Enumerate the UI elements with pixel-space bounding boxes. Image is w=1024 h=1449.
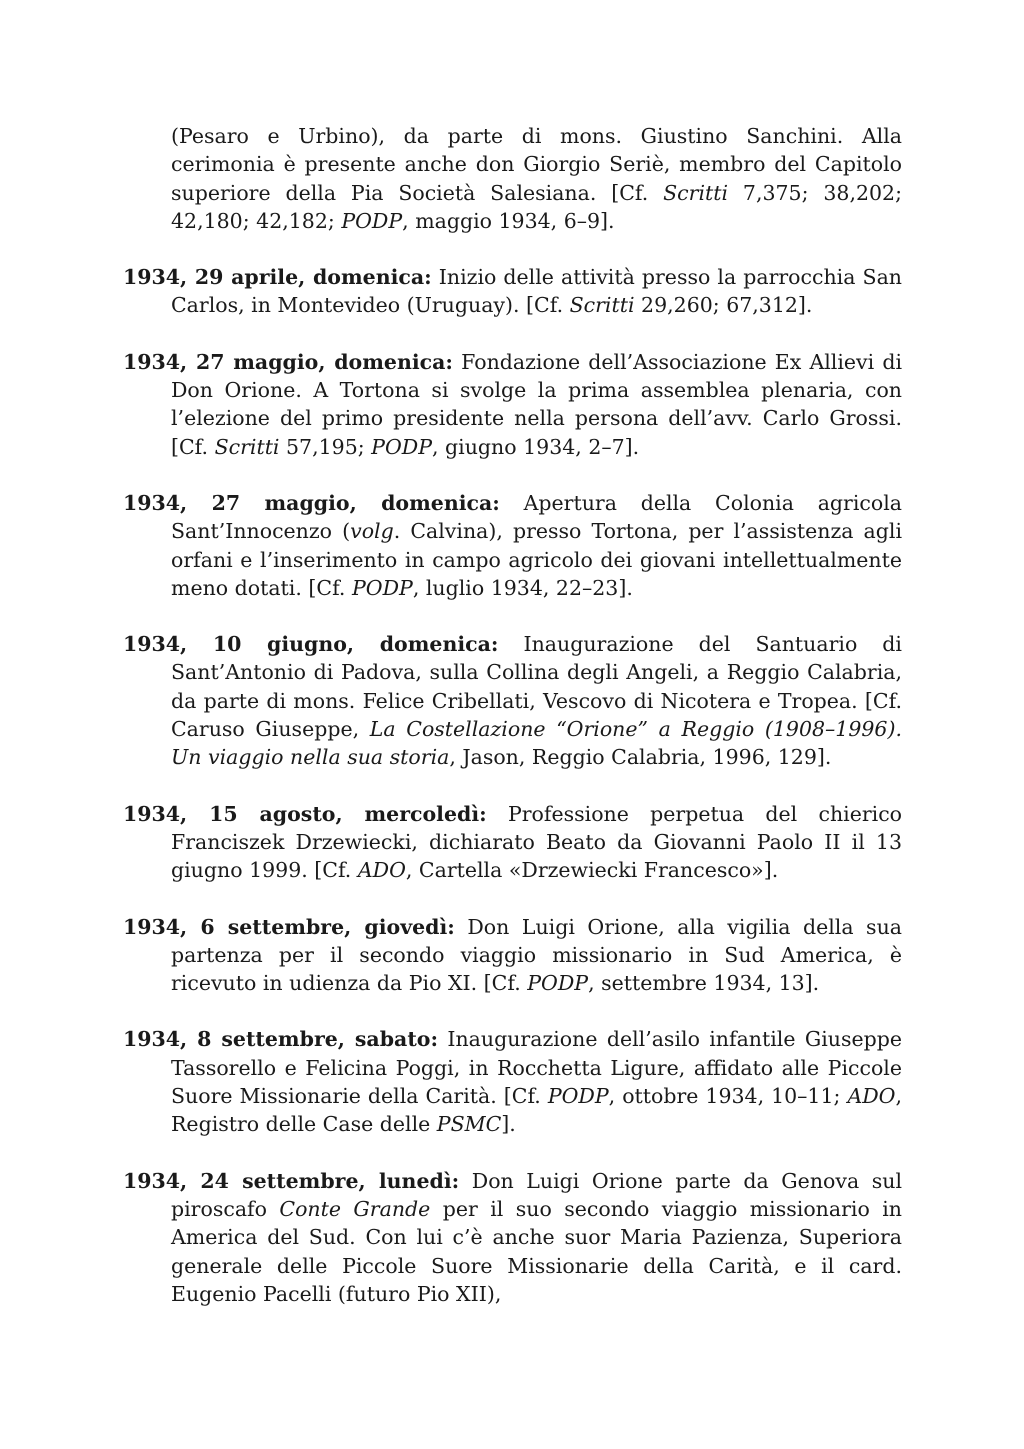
entry-text: ]. — [501, 1112, 516, 1137]
entry-text: , settembre 1934, 13]. — [588, 971, 820, 996]
entry-text: 57,195; — [279, 434, 372, 459]
chronology-entry — [123, 263, 902, 320]
entry-italic-text: ADO — [847, 1084, 896, 1109]
entry-text: Inaugurazione del Santuario di Sant’Antonio di Padova, sulla Collina degli Angeli, a Reggio Calabria, da parte di mons. Felice Cribellati, Vescovo di Nicotera e Tropea. [Cf. Caruso Giuseppe, — [171, 632, 902, 742]
entry-italic-text: PODP — [351, 575, 413, 600]
chronology-entry — [123, 1025, 902, 1138]
entry-italic-text: PSMC — [436, 1112, 502, 1137]
entry-italic-text: Scritti — [663, 180, 729, 205]
entry-text: , Jason, Reggio Calabria, 1996, 129]. — [449, 745, 832, 770]
chronology-entry-continuation — [123, 122, 902, 235]
entry-date: 1934, 27 maggio, domenica: — [123, 490, 500, 515]
chronology-entry — [123, 630, 902, 771]
entry-italic-text: Scritti — [569, 293, 635, 318]
entry-italic-text: PODP — [527, 971, 589, 996]
entry-date: 1934, 10 giugno, domenica: — [123, 632, 499, 657]
entry-italic-text: Scritti — [214, 434, 280, 459]
entry-date: 1934, 24 settembre, lunedì: — [123, 1168, 460, 1193]
entry-text: Inaugurazione dell’asilo infantile Giuseppe Tassorello e Felicina Poggi, in Rocchetta Ligure, affidato alle Piccole Suore Missionarie della Carità. [Cf. — [171, 1027, 902, 1109]
chronology-entry — [123, 489, 902, 602]
entry-date: 1934, 8 settembre, sabato: — [123, 1027, 439, 1052]
entry-text: , Registro delle Case delle — [171, 1084, 903, 1137]
entry-date: 1934, 27 maggio, domenica: — [123, 349, 453, 374]
entry-text: , Cartella «Drzewiecki Francesco»]. — [405, 858, 779, 883]
entry-text: (Pesaro e Urbino), da parte di mons. Giustino Sanchini. Alla cerimonia è presente anche don Giorgio Seriè, membro del Capitolo superiore della Pia Società Salesiana. [Cf. — [171, 124, 902, 205]
entry-date: 1934, 29 aprile, domenica: — [123, 265, 432, 290]
entry-text: , luglio 1934, 22–23]. — [412, 575, 633, 600]
entry-text: , maggio 1934, 6–9]. — [402, 208, 615, 233]
entry-italic-text: volg — [350, 519, 394, 544]
entry-text: Inizio delle attività presso la parrocchia San Carlos, in Montevideo (Uruguay). [Cf. — [171, 265, 902, 318]
chronology-entry — [123, 800, 902, 885]
entry-italic-text: PODP — [547, 1084, 609, 1109]
chronology-entry — [123, 913, 902, 998]
entry-text: per il suo secondo viaggio missionario in America del Sud. Con lui c’è anche suor Maria Pazienza, Superiora generale delle Piccole Suore Missionarie della Carità, e il card. Eugenio Pacelli (futuro Pio XII), — [171, 1196, 902, 1306]
entry-text: . Calvina), presso Tortona, per l’assistenza agli orfani e l’inserimento in campo agricolo dei giovani intellettualmente meno dotati. [Cf. — [171, 519, 903, 600]
entry-italic-text: PODP — [341, 208, 403, 233]
entry-text: Don Luigi Orione, alla vigilia della sua partenza per il secondo viaggio missionario in Sud America, è ricevuto in udienza da Pio XI. [Cf. — [171, 914, 902, 996]
entry-text: , giugno 1934, 2–7]. — [432, 434, 640, 459]
chronology-entry — [123, 348, 902, 461]
entry-italic-text: La Costellazione “Orione” a Reggio (1908–1996). Un viaggio nella sua storia — [171, 717, 902, 770]
chronology-entry — [123, 1167, 902, 1308]
entry-text: , ottobre 1934, 10–11; — [608, 1084, 848, 1109]
entry-text: 7,375; 38,202; 42,180; 42,182; — [171, 180, 902, 233]
entry-italic-text: PODP — [371, 434, 433, 459]
entry-italic-text: ADO — [357, 858, 406, 883]
entry-date: 1934, 15 agosto, mercoledì: — [123, 801, 487, 826]
document-page — [123, 122, 902, 1336]
entry-text: Don Luigi Orione parte da Genova sul piroscafo — [171, 1168, 903, 1221]
entry-text: Apertura della Colonia agricola Sant’Innocenzo ( — [171, 490, 902, 544]
entry-date: 1934, 6 settembre, giovedì: — [123, 914, 455, 939]
entry-text: Fondazione dell’Associazione Ex Allievi di Don Orione. A Tortona si svolge la prima assemblea plenaria, con l’elezione del primo presidente nella persona dell’avv. Carlo Grossi. [Cf. — [171, 349, 903, 459]
entry-text: Professione perpetua del chierico Franciszek Drzewiecki, dichiarato Beato da Giovanni Paolo II il 13 giugno 1999. [Cf. — [171, 801, 903, 883]
entry-text: 29,260; 67,312]. — [634, 293, 813, 318]
entry-italic-text: Conte Grande — [279, 1196, 431, 1221]
